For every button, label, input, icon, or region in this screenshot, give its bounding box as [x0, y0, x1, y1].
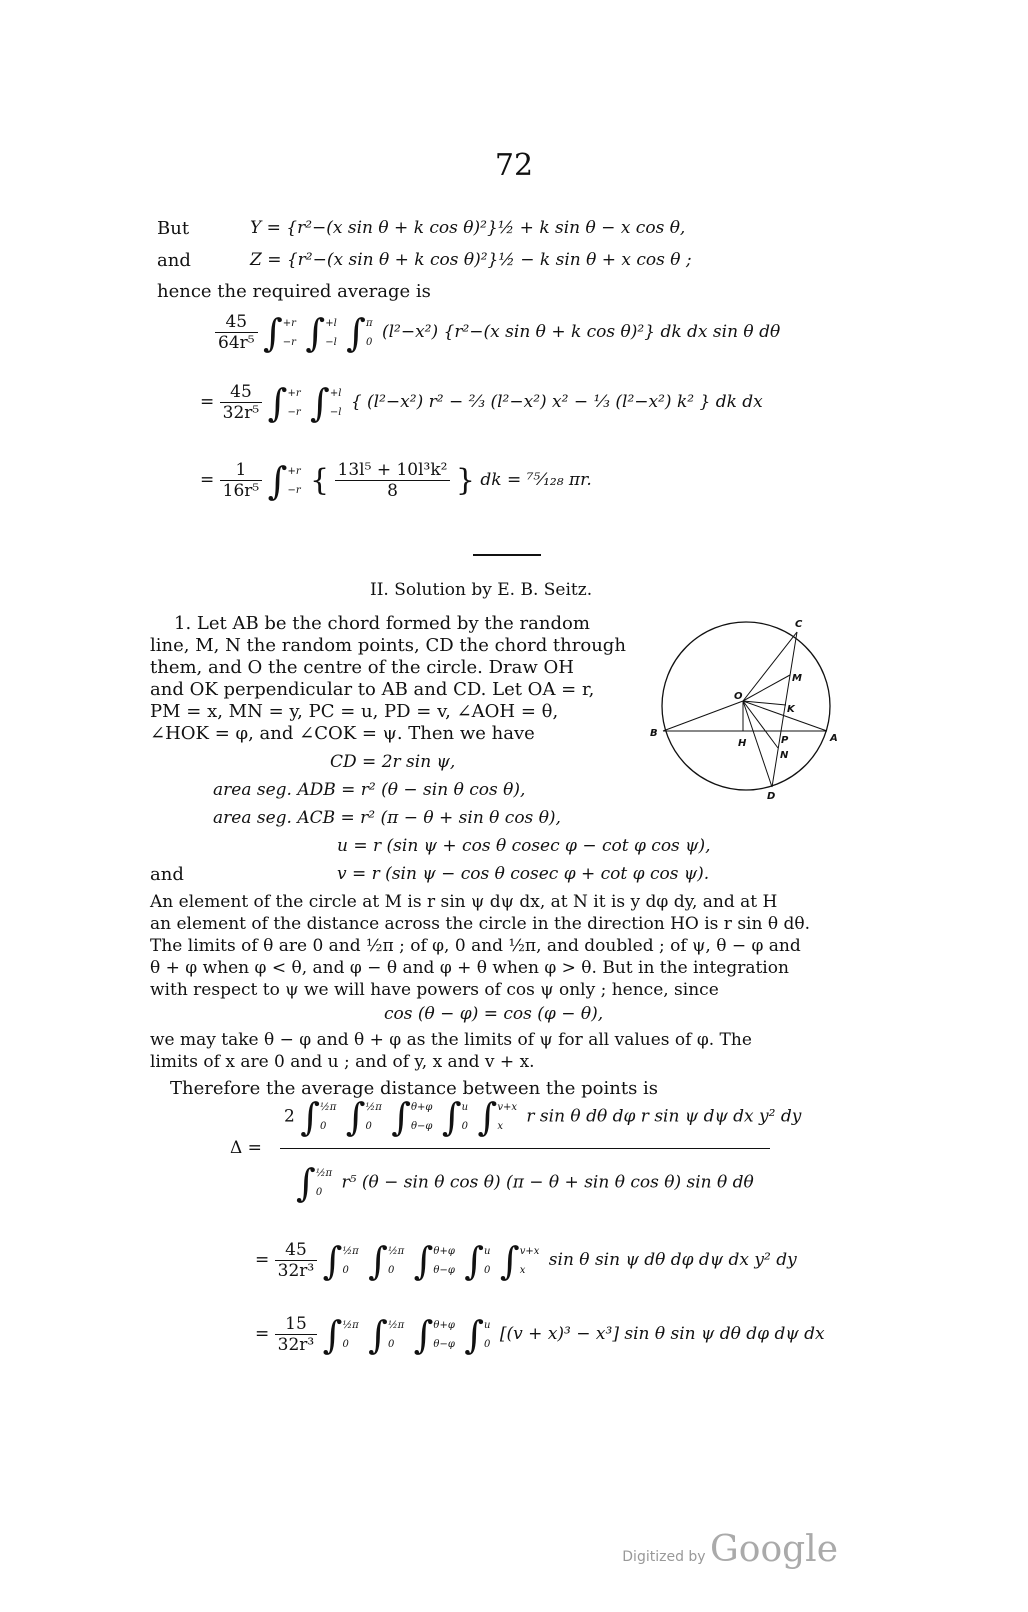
lim: x [497, 1121, 503, 1132]
fig-label: A [830, 733, 838, 744]
e5-body: sin θ sin ψ dθ dφ dψ dx y² dy [548, 1250, 797, 1270]
lim: θ−φ [411, 1121, 433, 1132]
lim: 0 [387, 1338, 395, 1350]
lim: θ+φ [433, 1319, 455, 1331]
lim: θ−φ [433, 1338, 455, 1350]
para2-line: An element of the circle at M is r sin ψ dψ dx, at N it is y dφ dy, and at H [150, 892, 778, 912]
and-label-2: and [150, 864, 184, 885]
eq-u: u = r (sin ψ + cos θ cosec φ − cot φ cos ψ), [337, 836, 711, 856]
lim: +r [287, 465, 301, 477]
lim: v+x [519, 1245, 540, 1257]
fig-label: D [767, 791, 776, 800]
num-coef: 2 [284, 1106, 295, 1127]
e3-inner-num: 13l⁵ + 10l³k² [335, 460, 451, 481]
page-number: 72 [494, 148, 534, 183]
lim: ½π [342, 1245, 359, 1257]
lim: ½π [387, 1245, 405, 1257]
e3-coef-den: 16r⁵ [222, 481, 260, 501]
para2-line: with respect to ψ we will have powers of cos ψ only ; hence, since [150, 980, 719, 1000]
equation-6: = $\frac{15}{\text{32r³}}$ ∫ ½π 0 ∫ ½π 0 ∫ θ+φ θ−φ ∫ u 0 [(v + x)³ − x³] sin θ sin ψ dθ dφ dψ dx [255, 1312, 825, 1357]
lim: 0 [342, 1338, 349, 1350]
fig-label: O [734, 691, 743, 702]
e3-inner-den: 8 [387, 481, 398, 501]
lim: v+x [497, 1102, 517, 1113]
fig-label: P [781, 735, 789, 746]
digitized-watermark [622, 1529, 838, 1570]
delta-label: Δ = [230, 1138, 262, 1158]
eq-v: v = r (sin ψ − cos θ cosec φ + cot φ cos ψ). [337, 864, 710, 884]
lim: θ+φ [411, 1102, 433, 1113]
z-equation: Z = {r²−(x sin θ + k cos θ)²}½ − k sin θ + x cos θ ; [250, 250, 692, 270]
e6-coef-den: 32r³ [277, 1335, 315, 1355]
radius-oc [743, 632, 797, 701]
eq-adb: area seg. ADB = r² (θ − sin θ cos θ), [213, 780, 526, 800]
lim: 0 [365, 1121, 372, 1132]
lim: 0 [342, 1264, 349, 1276]
eq-cd: CD = 2r sin ψ, [330, 752, 456, 772]
fraction-bar [280, 1148, 770, 1149]
hence-text: hence the required average is [157, 281, 431, 302]
para1-line: and OK perpendicular to AB and CD. Let OA = r, [150, 679, 595, 700]
para2-line: θ + φ when φ < θ, and φ − θ and φ + θ when φ > θ. But in the integration [150, 958, 789, 978]
para1-line: them, and O the centre of the circle. Draw OH [150, 657, 574, 678]
e3-tail: dk = ⁷⁵⁄₁₂₈ πr. [480, 470, 592, 490]
lim: 0 [365, 336, 373, 348]
para2-line: an element of the distance across the circle in the direction HO is r sin θ dθ. [150, 914, 811, 934]
e2-coef-num: 45 [220, 382, 263, 403]
lim: u [484, 1319, 491, 1331]
watermark-prefix: Digitized by [622, 1549, 706, 1565]
lim: x [519, 1264, 526, 1276]
para1-line: line, M, N the random points, CD the chord through [150, 635, 626, 656]
circle-figure [650, 615, 850, 800]
para1-line: 1. Let AB be the chord formed by the random [174, 613, 590, 634]
para3-line: limits of x are 0 and u ; and of y, x and v + x. [150, 1052, 535, 1072]
lim: 0 [484, 1338, 491, 1350]
lim: 0 [387, 1264, 395, 1276]
lim: 0 [315, 1187, 323, 1198]
den-body: r⁵ (θ − sin θ cos θ) (π − θ + sin θ cos θ) sin θ dθ [341, 1172, 754, 1193]
lim: −r [287, 406, 301, 418]
e2-coef-den: 32r⁵ [222, 403, 260, 423]
denominator: ∫ ½π 0 r⁵ (θ − sin θ cos θ) (π − θ + sin θ cos θ) sin θ dθ [296, 1161, 754, 1205]
e2-body: { (l²−x²) r² − ⅔ (l²−x²) x² − ⅓ (l²−x²) k² } dk dx [350, 392, 763, 412]
e1-coef-num: 45 [215, 312, 258, 333]
e5-coef-num: 45 [275, 1240, 318, 1261]
therefore-text: Therefore the average distance between the points is [170, 1078, 659, 1099]
e5-coef-den: 32r³ [277, 1261, 315, 1281]
lim: u [484, 1245, 491, 1257]
radius-ob [663, 701, 743, 731]
lim: +l [325, 317, 337, 329]
line-om [743, 675, 790, 701]
lim: ½π [387, 1319, 405, 1331]
line-on [743, 701, 778, 748]
para1-line: PM = x, MN = y, PC = u, PD = v, ∠AOH = θ, [150, 701, 559, 722]
num-body: r sin θ dθ dφ r sin ψ dψ dx y² dy [526, 1106, 802, 1127]
e6-coef-num: 15 [275, 1314, 318, 1335]
e3-coef-num: 1 [220, 460, 263, 481]
equation-1: $\frac{45}{\text{64r⁵}}$ ∫ +r −r ∫ +l −l ∫ π 0 (l²−x²) {r²−(x sin θ + k cos θ)²} dk dx sin θ dθ [215, 312, 780, 353]
fig-label: B [650, 728, 658, 739]
lim: u [461, 1102, 469, 1113]
but-label: But [157, 218, 190, 239]
eq-cos: cos (θ − φ) = cos (φ − θ), [384, 1004, 604, 1024]
lim: −l [329, 406, 342, 418]
lim: +r [287, 387, 301, 399]
fig-label: N [780, 750, 789, 761]
lim: θ+φ [433, 1245, 455, 1257]
and-label: and [157, 250, 191, 271]
para1-line: ∠HOK = φ, and ∠COK = ψ. Then we have [150, 723, 535, 744]
para2-line: The limits of θ are 0 and ½π ; of φ, 0 and ½π, and doubled ; of ψ, θ − φ and [150, 936, 801, 956]
equation-5: = $\frac{45}{\text{32r³}}$ ∫ ½π 0 ∫ ½π 0 ∫ θ+φ θ−φ ∫ u 0 ∫ v+x x sin θ sin ψ dθ dφ dψ dx y² dy [255, 1238, 797, 1283]
fig-label: K [787, 704, 795, 715]
lim: π [365, 317, 373, 329]
equation-2: = $\frac{45}{\text{32r⁵}}$ ∫ +r −r ∫ +l −l { (l²−x²) r² − ⅔ (l²−x²) x² − ⅓ (l²−x²) k² } dk dx [200, 380, 763, 425]
e1-coef-den: 64r⁵ [218, 333, 255, 353]
section-heading: II. Solution by E. B. Seitz. [370, 580, 593, 600]
y-equation: Y = {r²−(x sin θ + k cos θ)²}½ + k sin θ − x cos θ, [250, 218, 686, 238]
google-logo: Google [710, 1529, 838, 1570]
lim: −r [282, 336, 296, 348]
lim: +r [282, 317, 296, 329]
eq-acb: area seg. ACB = r² (π − θ + sin θ cos θ), [213, 808, 561, 828]
numerator: 2 ∫ ½π 0 ∫ ½π 0 ∫ θ+φ θ−φ ∫ u 0 ∫ v+x x r sin θ dθ dφ r sin ψ dψ dx y² dy [284, 1095, 802, 1139]
e6-body: [(v + x)³ − x³] sin θ sin ψ dθ dφ dψ dx [499, 1324, 825, 1344]
lim: θ−φ [433, 1264, 455, 1276]
fig-label: H [738, 738, 747, 749]
lim: 0 [320, 1121, 327, 1132]
section-divider [473, 554, 541, 556]
lim: +l [329, 387, 342, 399]
line-od [743, 701, 772, 787]
lim: ½π [320, 1102, 337, 1113]
e1-body: (l²−x²) {r²−(x sin θ + k cos θ)²} dk dx sin θ dθ [381, 322, 781, 342]
para3-line: we may take θ − φ and θ + φ as the limits of ψ for all values of φ. The [150, 1030, 752, 1050]
circle [662, 622, 830, 790]
lim: 0 [484, 1264, 491, 1276]
fig-label: M [792, 673, 802, 684]
lim: ½π [315, 1168, 333, 1179]
lim: −l [325, 336, 337, 348]
lim: 0 [461, 1121, 469, 1132]
lim: −r [287, 484, 301, 496]
equation-3: = $\frac{1}{\text{16r⁵}}$ ∫ +r −r { $\frac{\text{13l⁵ + 10l³k²}}{8}$ } dk = ⁷⁵⁄₁₂₈ πr. [200, 458, 592, 503]
fig-label: C [795, 619, 803, 630]
lim: ½π [365, 1102, 382, 1113]
lim: ½π [342, 1319, 359, 1331]
